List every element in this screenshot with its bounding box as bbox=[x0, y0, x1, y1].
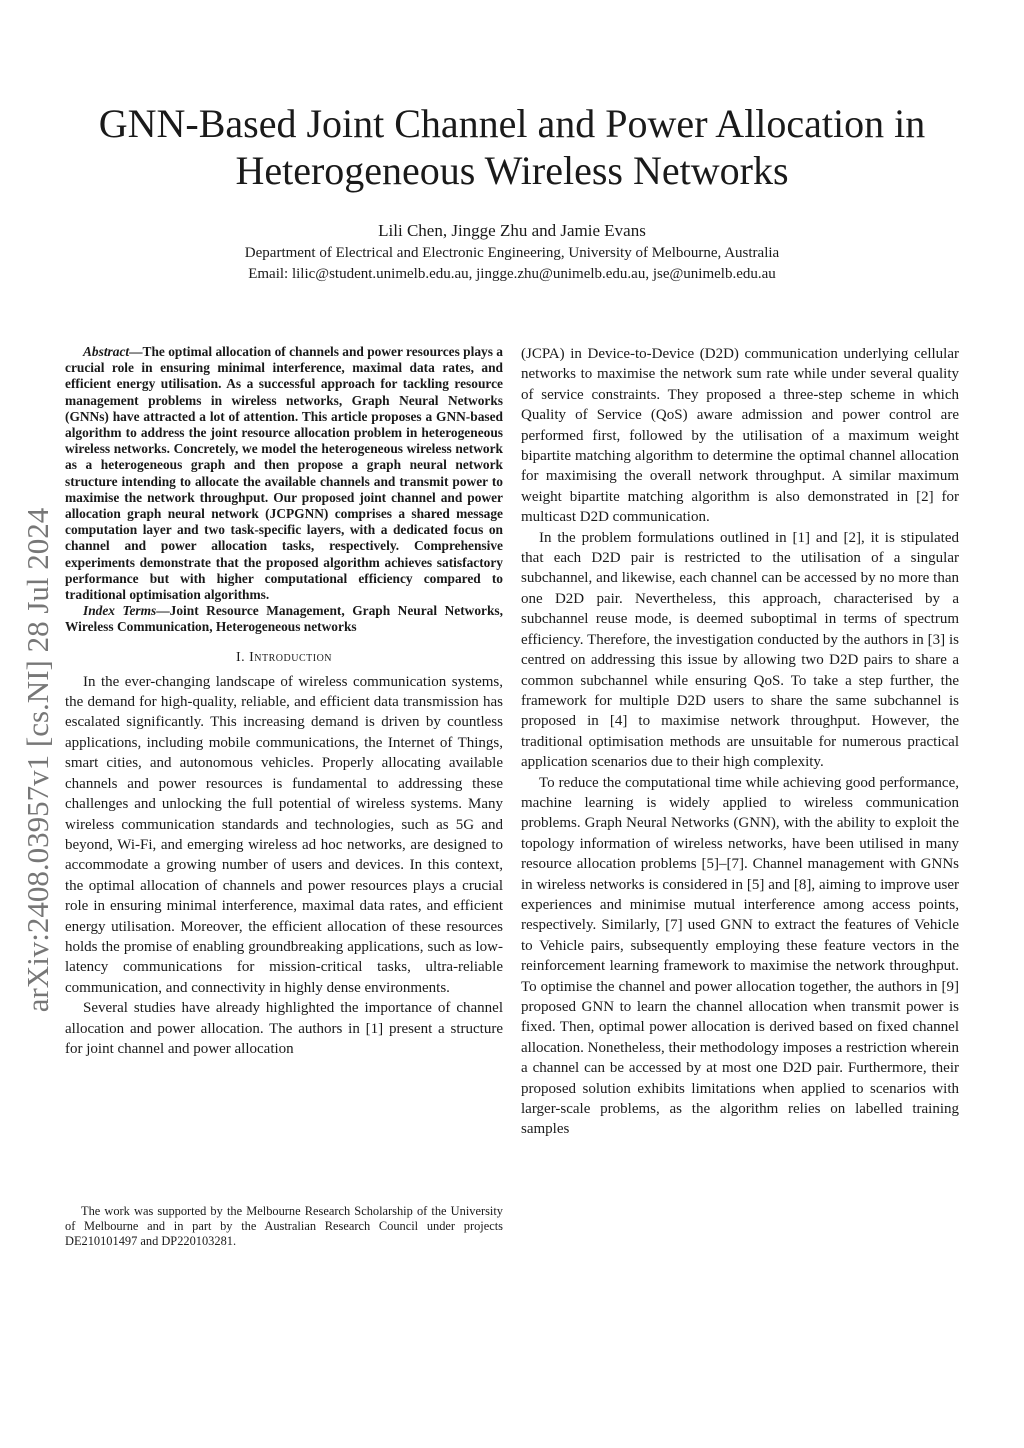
left-column bbox=[65, 344, 503, 1059]
index-terms-text: —Joint Resource Management, Graph Neural Networks, Wireless Communication, Heterogeneous networks bbox=[65, 603, 503, 635]
author-emails: Email: lilic@student.unimelb.edu.au, jingge.zhu@unimelb.edu.au, jse@unimelb.edu.au bbox=[248, 266, 776, 282]
section-title: Introduction bbox=[249, 649, 333, 665]
right-column bbox=[521, 344, 959, 1140]
paragraph: To reduce the computational time while achieving good performance, machine learning is widely applied to wireless communication problems. Graph Neural Networks (GNN), with the ability to exploit the topology information of wireless networks, have been utilised in many resource allocation problems [5]–[7]. Channel management with GNNs in wireless networks is considered in [5] and [8], aiming to improve user experiences and minimise mutual interference among access points, respectively. Similarly, [7] used GNN to extract the features of Vehicle to Vehicle pairs, subsequently employing these feature vectors in the reinforcement learning framework to maximise the network throughput. To optimise the channel and power allocation together, the authors in [9] proposed GNN to learn the channel allocation when transmit power is fixed. Then, optimal power allocation is derived based on fixed channel allocation. Nonetheless, their methodology imposes a restriction wherein a channel can be accessed by at most one D2D pair. Furthermore, their proposed solution exhibits limitations when applied to scenarios with larger-scale problems, as the algorithm relies on labelled training samples bbox=[521, 774, 959, 1138]
arxiv-watermark: arXiv:2408.03957v1 [cs.NI] 28 Jul 2024 bbox=[20, 507, 55, 1013]
author-list: Lili Chen, Jingge Zhu and Jamie Evans bbox=[378, 221, 646, 240]
section-heading-introduction bbox=[65, 649, 503, 667]
abstract-label: Abstract bbox=[83, 344, 130, 359]
paragraph: Several studies have already highlighted the importance of channel allocation and power allocation. The authors in [1] present a structure for joint channel and power allocation bbox=[65, 1000, 503, 1057]
paragraph: (JCPA) in Device-to-Device (D2D) communication underlying cellular networks to maximise the network sum rate while under several quality of service constraints. They proposed a three-step scheme in which Quality of Service (QoS) aware admission and power control are performed first, followed by the utilisation of a maximum weight bipartite matching algorithm to determine the optimal channel allocation for maximising the overall network throughput. A similar maximum weight bipartite matching algorithm is also demonstrated in [2] for multicast D2D communication. bbox=[521, 346, 959, 526]
footnote: The work was supported by the Melbourne Research Scholarship of the University of Melbourne and in part by the Australian Research Council under projects DE210101497 and DP220103281. bbox=[65, 1204, 503, 1249]
index-terms bbox=[65, 603, 503, 635]
index-terms-label: Index Terms bbox=[83, 603, 157, 619]
paragraph: In the problem formulations outlined in [1] and [2], it is stipulated that each D2D pair is restricted to the utilisation of a singular subchannel, and likewise, each channel can be accessed by no more than one D2D pair. Nevertheless, this approach, characterised by a subchannel reuse mode, is deemed suboptimal in terms of spectrum efficiency. Therefore, the investigation conducted by the authors in [3] is centred on addressing this issue by allowing two D2D pairs to share a common subchannel while ensuring QoS. To take a step further, the framework for multiple D2D users to share the same subchannel is proposed in [4] to maximise network throughput. However, the traditional optimisation methods are unsuitable for numerous practical application scenarios due to their high complexity. bbox=[521, 529, 959, 771]
abstract-text: —The optimal allocation of channels and power resources plays a crucial role in ensuring minimal interference, maximal data rates, and efficient energy utilisation. As a successful approach for tackling resource management problems in wireless networks, Graph Neural Networks (GNNs) have attracted a lot of attention. This article proposes a GNN-based algorithm to address the joint resource allocation problem in heterogeneous wireless networks. Concretely, we model the heterogeneous wireless network as a heterogeneous graph and then propose a graph neural network structure intending to allocate the available channels and transmit power to maximise the network throughput. Our proposed joint channel and power allocation graph neural network (JCPGNN) comprises a shared message computation layer and two task-specific layers, with a dedicated focus on channel and power allocation tasks, respectively. Comprehensive experiments demonstrate that the proposed algorithm achieves satisfactory performance but with higher computational efficiency compared to traditional optimisation algorithms. bbox=[65, 344, 503, 603]
affiliation: Department of Electrical and Electronic Engineering, University of Melbourne, Australia bbox=[244, 245, 780, 261]
abstract bbox=[65, 344, 503, 603]
paper-title: GNN-Based Joint Channel and Power Allocation in Heterogeneous Wireless Networks bbox=[98, 101, 926, 193]
section-number: I. bbox=[235, 649, 246, 665]
paragraph: In the ever-changing landscape of wireless communication systems, the demand for high-quality, reliable, and efficient data transmission has escalated significantly. This increasing demand is driven by countless applications, including mobile communications, the Internet of Things, smart cities, and autonomous vehicles. Properly allocating available channels and power resources is fundamental to addressing these challenges and unlocking the full potential of wireless systems. Many wireless communication standards and technologies, such as 5G and beyond, Wi-Fi, and emerging wireless ad hoc networks, are designed to accommodate a growing number of users and devices. In this context, the optimal allocation of channels and power resources plays a crucial role in ensuring minimal interference, maximal data rates, and efficient energy utilisation. Moreover, the efficient allocation of these resources holds the promise of enabling groundbreaking applications, such as low-latency communications for mission-critical tasks, ultra-reliable communication, and connectivity in highly dense environments. bbox=[65, 673, 503, 996]
